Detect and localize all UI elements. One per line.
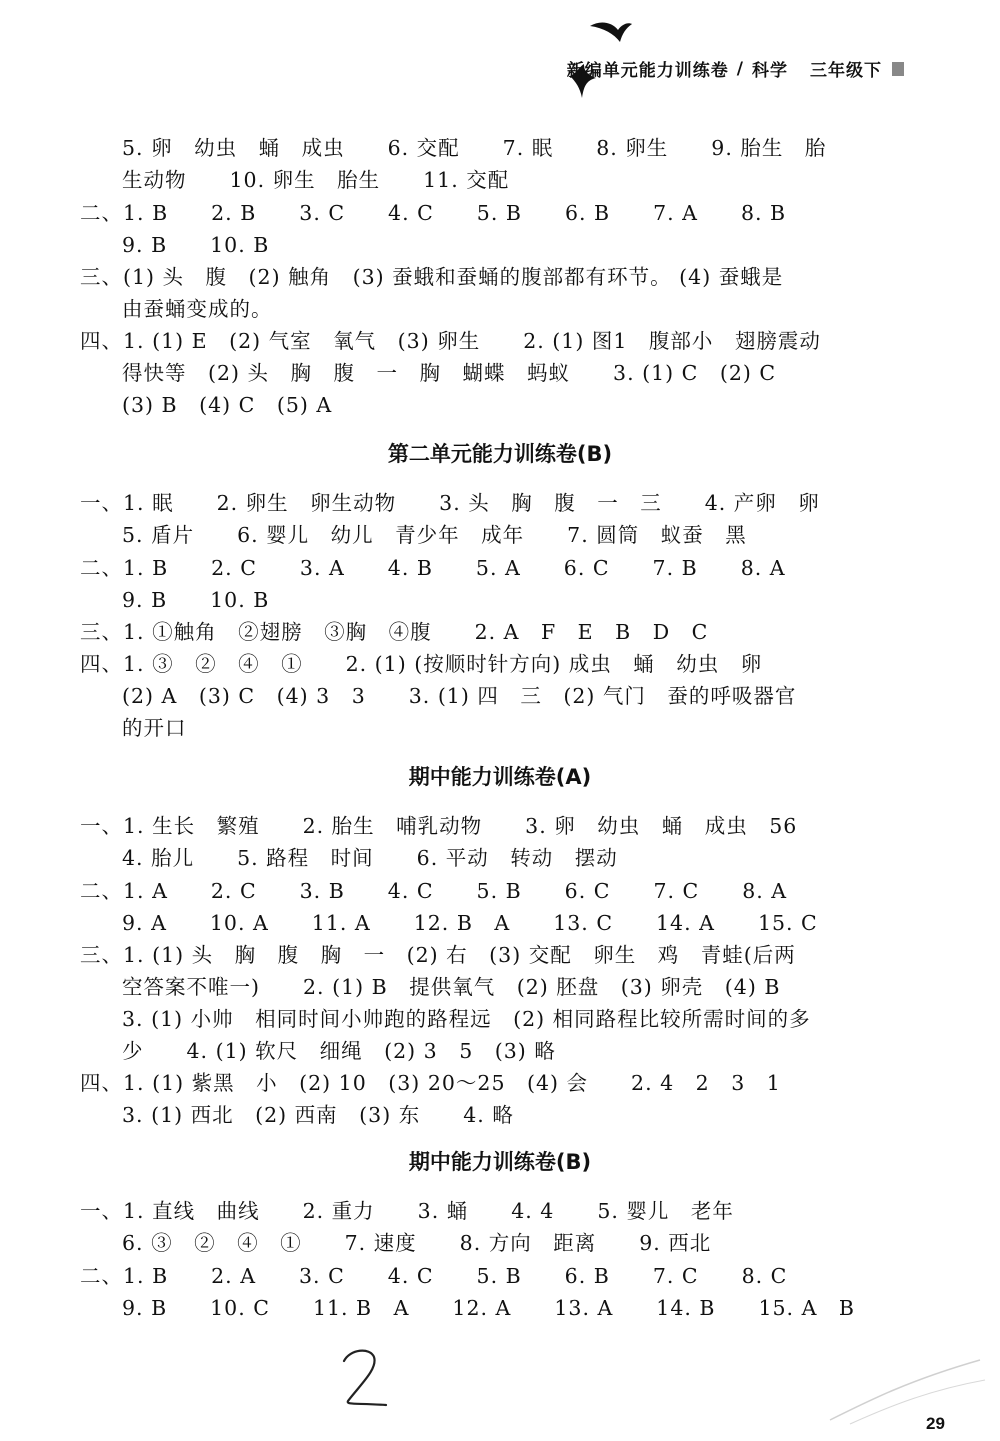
answer-line: 空答案不唯一) 2. (1) B 提供氧气 (2) 胚盘 (3) 卵壳 (4) B xyxy=(122,975,781,999)
answer-line: 6. ③ ② ④ ① 7. 速度 8. 方向 距离 9. 西北 xyxy=(122,1231,712,1255)
watermark-icon xyxy=(820,1340,990,1430)
bird-decoration-icon xyxy=(588,18,634,48)
answer-line: 一、1. 生长 繁殖 2. 胎生 哺乳动物 3. 卵 幼虫 蛹 成虫 56 xyxy=(80,814,798,838)
answer-line: 3. (1) 小帅 相同时间小帅跑的路程远 (2) 相同路程比较所需时间的多 xyxy=(122,1007,811,1031)
section-title-midterm-a: 期中能力训练卷(A) xyxy=(408,765,592,789)
answer-line: 得快等 (2) 头 胸 腹 一 胸 蝴蝶 蚂蚁 3. (1) C (2) C xyxy=(122,361,777,385)
answer-line: (3) B (4) C (5) A xyxy=(122,393,333,417)
answer-line: 4. 胎儿 5. 路程 时间 6. 平动 转动 摆动 xyxy=(122,846,618,870)
header-box-icon xyxy=(892,62,904,76)
answer-line: 的开口 xyxy=(122,716,187,740)
handwritten-mark xyxy=(336,1345,396,1415)
answer-line: 四、1. ③ ② ④ ① 2. (1) (按顺时针方向) 成虫 蛹 幼虫 卵 xyxy=(80,652,763,676)
section-title-unit2-b: 第二单元能力训练卷(B) xyxy=(387,442,613,466)
section-title-midterm-b: 期中能力训练卷(B) xyxy=(408,1150,592,1174)
subject-label: 科学 xyxy=(752,61,788,81)
page-header xyxy=(567,56,904,81)
answer-line: 二、1. B 2. A 3. C 4. C 5. B 6. B 7. C 8. C xyxy=(80,1264,788,1288)
answer-line: 9. B 10. B xyxy=(122,233,270,257)
answer-line: 少 4. (1) 软尺 细绳 (2) 3 5 (3) 略 xyxy=(122,1039,556,1063)
answer-line: 四、1. (1) 紫黑 小 (2) 10 (3) 20～25 (4) 会 2. 4 2 3 1 xyxy=(80,1071,781,1095)
answer-line: 9. A 10. A 11. A 12. B A 13. C 14. A 15. C xyxy=(122,911,818,935)
answer-line: 三、1. ①触角 ②翅膀 ③胸 ④腹 2. A F E B D C xyxy=(80,620,709,644)
answer-line: 由蚕蛹变成的。 xyxy=(122,297,273,321)
answer-line: 二、1. B 2. B 3. C 4. C 5. B 6. B 7. A 8. B xyxy=(80,201,787,225)
answer-line: 5. 卵 幼虫 蛹 成虫 6. 交配 7. 眠 8. 卵生 9. 胎生 胎 xyxy=(122,136,827,160)
answer-line: 9. B 10. B xyxy=(122,588,270,612)
answer-line: 四、1. (1) E (2) 气室 氧气 (3) 卵生 2. (1) 图1 腹部小 翅膀震动 xyxy=(80,329,821,353)
series-title: 新编单元能力训练卷 xyxy=(566,61,729,81)
answer-line: 9. B 10. C 11. B A 12. A 13. A 14. B 15. A B xyxy=(122,1296,855,1320)
answer-line: 生动物 10. 卵生 胎生 11. 交配 xyxy=(122,168,510,192)
answer-line: 一、1. 直线 曲线 2. 重力 3. 蛹 4. 4 5. 婴儿 老年 xyxy=(80,1199,734,1223)
answer-line: 3. (1) 西北 (2) 西南 (3) 东 4. 略 xyxy=(122,1103,514,1127)
answer-line: 三、1. (1) 头 胸 腹 胸 一 (2) 右 (3) 交配 卵生 鸡 青蛙(后两 xyxy=(80,943,796,967)
answer-line: 一、1. 眠 2. 卵生 卵生动物 3. 头 胸 腹 一 三 4. 产卵 卵 xyxy=(80,491,820,515)
header-separator: / xyxy=(736,58,744,79)
answer-line: 二、1. A 2. C 3. B 4. C 5. B 6. C 7. C 8. A xyxy=(80,879,788,903)
page-number: 29 xyxy=(926,1414,945,1433)
answer-line: 5. 盾片 6. 婴儿 幼儿 青少年 成年 7. 圆筒 蚁蚕 黑 xyxy=(122,523,747,547)
grade-label: 三年级下 xyxy=(810,61,882,81)
answer-line: 三、(1) 头 腹 (2) 触角 (3) 蚕蛾和蚕蛹的腹部都有环节。 (4) 蚕蛾是 xyxy=(80,265,784,289)
answer-line: 二、1. B 2. C 3. A 4. B 5. A 6. C 7. B 8. A xyxy=(80,556,786,580)
answer-line: (2) A (3) C (4) 3 3 3. (1) 四 三 (2) 气门 蚕的呼吸器官 xyxy=(122,684,797,708)
